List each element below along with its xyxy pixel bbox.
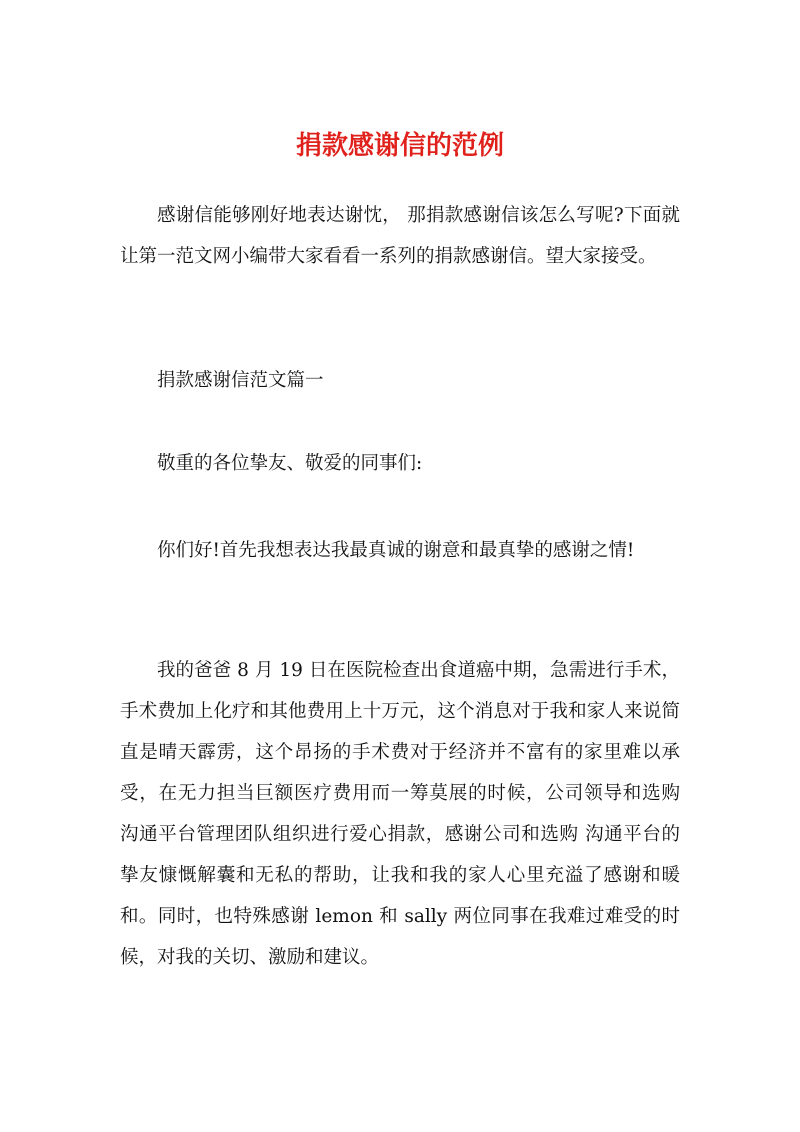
salutation: 敬重的各位挚友、敬爱的同事们:: [157, 453, 423, 474]
document-title: 捐款感谢信的范例: [295, 131, 504, 161]
intro-paragraph: 感谢信能够刚好地表达谢忱， 那捐款感谢信该怎么写呢?下面就让第一范文网小编带大家看看一系列的捐款感谢信。望大家接受。: [120, 205, 680, 267]
section-heading: 捐款感谢信范文篇一: [157, 370, 324, 391]
body-paragraph: 我的爸爸 8 月 19 日在医院检查出食道癌中期，急需进行手术，手术费加上化疗和其他费用上十万元，这个消息对于我和家人来说简直是晴天霹雳，这个昂扬的手术费对于经济并不富有的家里难以承受，在无力担当巨额医疗费用而一筹莫展的时候，公司领导和选购 沟通平台管理团队组织进行爱心捐款，感谢公司和选购 沟通平台的挚友慷慨解囊和无私的帮助，让我和我的家人心里充溢了感谢和暖和。同时，也特殊感谢 lemon 和 sally 两位同事在我难过难受的时候，对我的关切、激励和建议。: [120, 660, 680, 968]
greeting-paragraph: 你们好!首先我想表达我最真诚的谢意和最真挚的感谢之情!: [157, 540, 635, 561]
